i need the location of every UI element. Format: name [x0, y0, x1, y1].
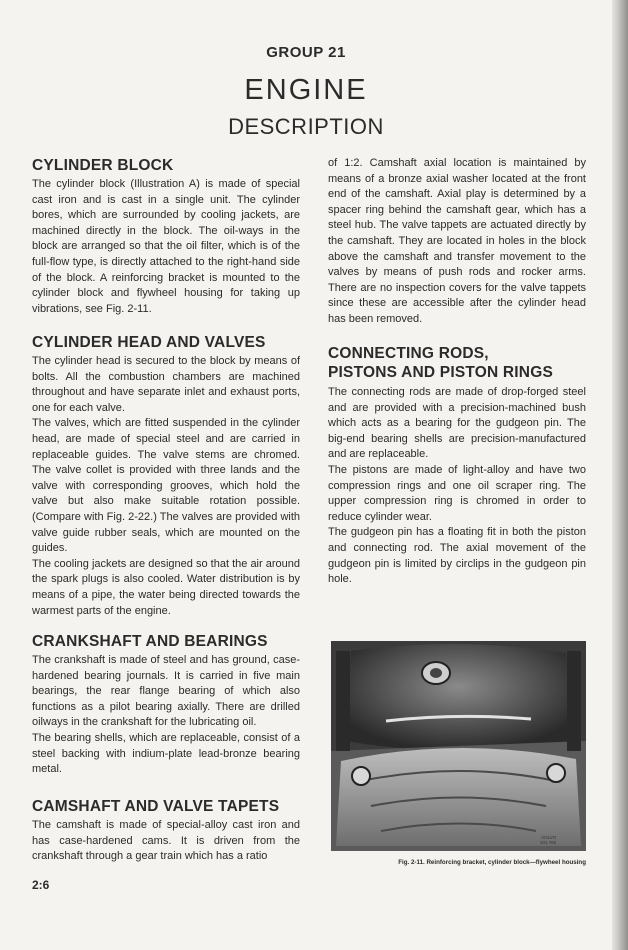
heading-pistons: PISTONS AND PISTON RINGS	[328, 364, 553, 381]
section-crankshaft	[32, 632, 300, 778]
heading-connecting-rods: CONNECTING RODS,	[328, 345, 489, 362]
paragraph: The crankshaft is made of steel and has ground, case-hardened bearing journals. It is carried in five main bearings, the rear flange bearing of which also functions as a pilot bearing axially. There are drilled oilways in the crankshaft for the lubricating oil.	[32, 654, 300, 729]
paragraph: The gudgeon pin has a floating fit in both the piston and connecting rod. The axial movement of the gudgeon pin is limited by circlips in the gudgeon pin hole.	[328, 526, 586, 586]
figure-caption: Fig. 2-11. Reinforcing bracket, cylinder block—flywheel housing	[398, 859, 586, 866]
group-label: GROUP 21	[266, 44, 346, 61]
stamp-line: VOLVO	[541, 835, 557, 840]
page-binding-edge	[612, 0, 628, 950]
engine-photo-drawing	[331, 641, 586, 851]
section-camshaft	[32, 797, 300, 865]
section-camshaft-continued	[328, 156, 586, 328]
stamp-line: 101 762	[540, 840, 557, 845]
paragraph: The valves, which are fitted suspended in the cylinder head, are made of special steel and are carried in replaceable guides. The valve stems are chromed. The valve collet is provided with three lands and the valve with corresponding grooves, which hold the valve but also make suitable rotation possible. (Compare with Fig. 2-22.) The valves are provided with valve guide rubber seals, which are mounted on the guides.	[32, 417, 300, 555]
heading-camshaft: CAMSHAFT AND VALVE TAPETS	[32, 798, 280, 815]
paragraph: The pistons are made of light-alloy and have two compression rings and one oil scraper ring. The upper compression ring is chromed in order to reduce cylinder wear.	[328, 463, 586, 523]
paragraph: The cylinder block (Illustration A) is made of special cast iron and is cast in a single unit. The cylinder bores, which are surrounded by cooling jackets, are machined directly in the block. The oil-ways in the block are arranged so that the oil filter, which is of the full-flow type, is directly attached to the right-hand side of the block. A reinforcing bracket is mounted to the cylinder block and flywheel housing for taking up vibrations, see Fig. 2-11.	[32, 178, 300, 315]
paragraph: The bearing shells, which are replaceable, consist of a steel backing with indium-plate lead-bronze bearing metal.	[32, 731, 300, 776]
section-cylinder-head	[32, 333, 300, 619]
heading-crankshaft: CRANKSHAFT AND BEARINGS	[32, 633, 268, 650]
page-number: 2:6	[32, 878, 50, 892]
heading-cylinder-block: CYLINDER BLOCK	[32, 157, 174, 174]
figure-stamp	[540, 835, 556, 845]
engine-photo	[331, 641, 586, 851]
paragraph: The camshaft is made of special-alloy cast iron and has case-hardened cams. It is driven from the crankshaft through a gear train which has a ratio	[32, 819, 300, 863]
section-cylinder-block	[32, 156, 300, 317]
paragraph: of 1:2. Camshaft axial location is maintained by means of a bronze axial washer located at the front end of the camshaft. Axial play is determined by a spacer ring behind the camshaft gear, which has a steel hub. The valve tappets are actuated directly by the camshaft. They are located in holes in the block above the camshaft and transfer movement to the valves by means of push rods and rocker arms. There are no inspection covers for the valve tappets since these are accessible after the cylinder head has been removed.	[328, 157, 586, 325]
page-subtitle: DESCRIPTION	[228, 114, 384, 139]
heading-cylinder-head: CYLINDER HEAD AND VALVES	[32, 334, 266, 351]
paragraph: The cylinder head is secured to the block by means of bolts. All the combustion chambers are machined throughout and have separate inlet and exhaust ports, one for each valve.	[32, 355, 300, 414]
page-title: ENGINE	[244, 74, 368, 106]
section-connecting-rods	[328, 344, 586, 588]
paragraph: The cooling jackets are designed so that the air around the spark plugs is also cooled. Water distribution is by means of a pipe, the water being directed towards the warmest parts of the engine.	[32, 557, 300, 617]
paragraph: The connecting rods are made of drop-forged steel and are provided with a precision-machined bush which acts as a bearing for the gudgeon pin. The big-end bearing shells are precision-manufactured and are replaceable.	[328, 386, 586, 461]
